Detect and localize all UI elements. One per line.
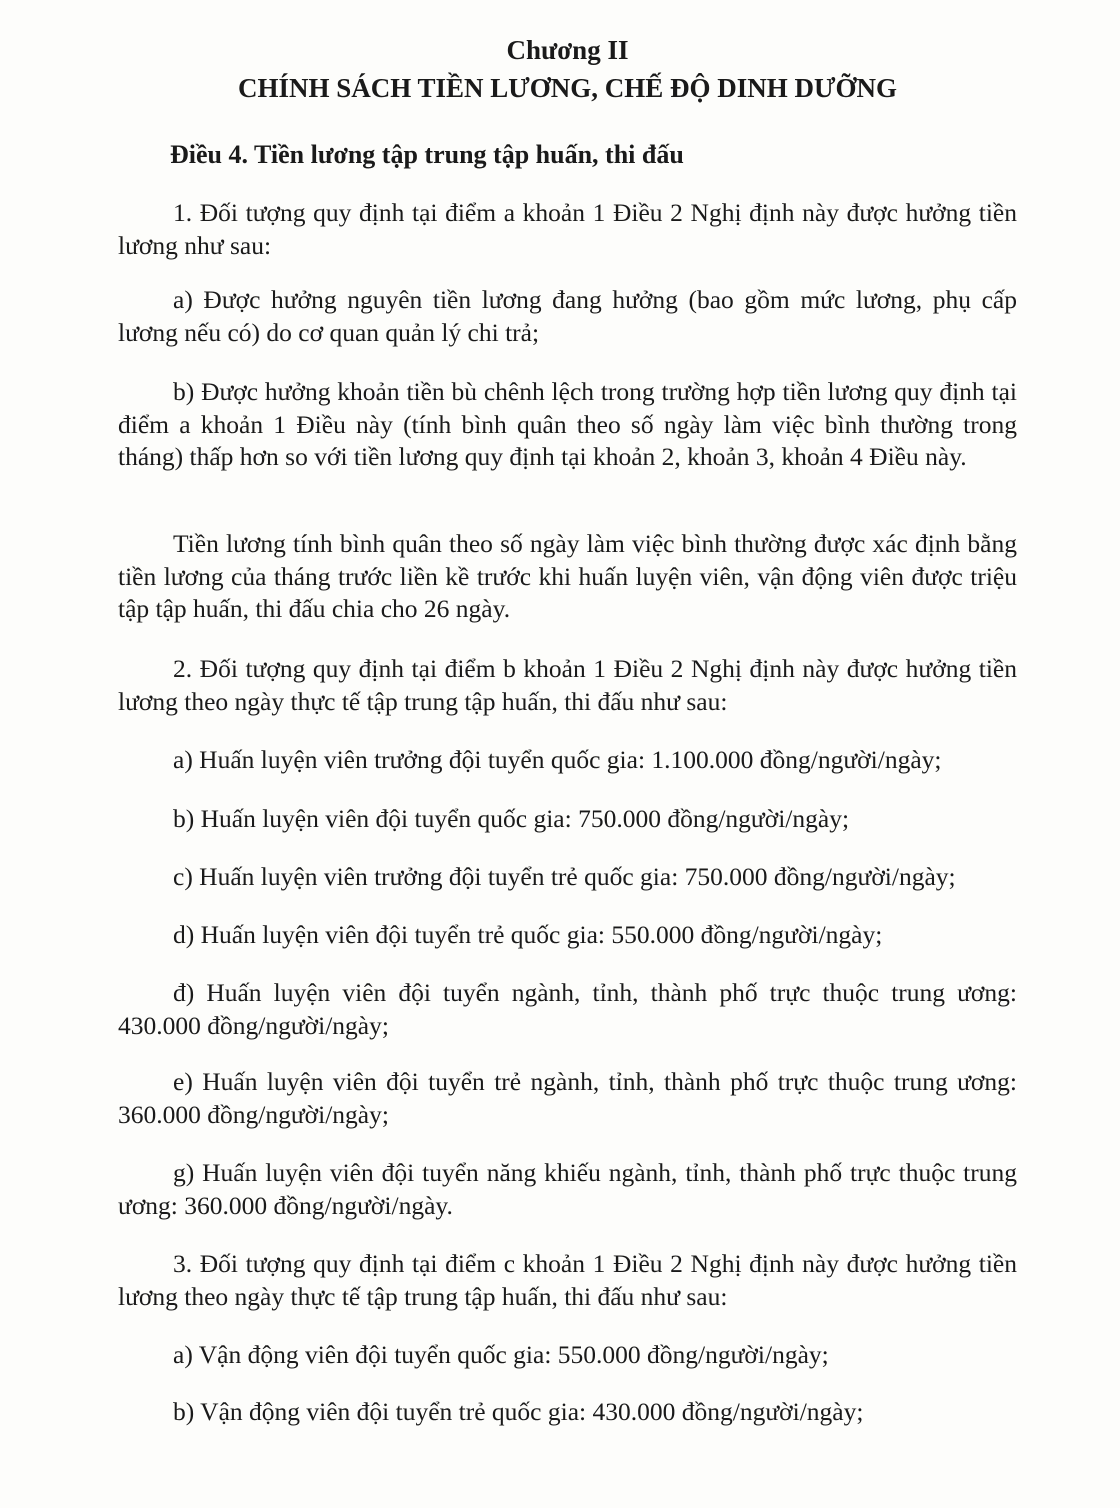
paragraph-1: 1. Đối tượng quy định tại điểm a khoản 1 Điều 2 Nghị định này được hưởng tiền lương như sau:	[118, 198, 1017, 260]
paragraph-2c: c) Huấn luyện viên trưởng đội tuyển trẻ quốc gia: 750.000 đồng/người/ngày;	[173, 862, 956, 891]
article-heading: Điều 4. Tiền lương tập trung tập huấn, thi đấu	[170, 140, 684, 169]
chapter-title: CHÍNH SÁCH TIỀN LƯƠNG, CHẾ ĐỘ DINH DƯỠNG	[237, 73, 898, 103]
chapter-number: Chương II	[506, 35, 629, 65]
paragraph-3a: a) Vận động viên đội tuyển quốc gia: 550.000 đồng/người/ngày;	[173, 1340, 829, 1369]
paragraph-2: 2. Đối tượng quy định tại điểm b khoản 1 Điều 2 Nghị định này được hưởng tiền lương theo ngày thực tế tập trung tập huấn, thi đấu như sau:	[118, 654, 1017, 716]
paragraph-2e: e) Huấn luyện viên đội tuyển trẻ ngành, tỉnh, thành phố trực thuộc trung ương: 360.000 đồng/người/ngày;	[118, 1067, 1017, 1129]
paragraph-1a: a) Được hưởng nguyên tiền lương đang hưởng (bao gồm mức lương, phụ cấp lương nếu có) do cơ quan quản lý chi trả;	[118, 285, 1017, 347]
paragraph-3: 3. Đối tượng quy định tại điểm c khoản 1 Điều 2 Nghị định này được hưởng tiền lương theo ngày thực tế tập trung tập huấn, thi đấu như sau:	[118, 1249, 1017, 1311]
paragraph-2dd: đ) Huấn luyện viên đội tuyển ngành, tỉnh, thành phố trực thuộc trung ương: 430.000 đồng/người/ngày;	[118, 978, 1017, 1040]
paragraph-average-salary: Tiền lương tính bình quân theo số ngày làm việc bình thường được xác định bằng tiền lương của tháng trước liền kề trước khi huấn luyện viên, vận động viên được triệu tập tập huấn, thi đấu chia cho 26 ngày.	[118, 529, 1017, 623]
paragraph-1b: b) Được hưởng khoản tiền bù chênh lệch trong trường hợp tiền lương quy định tại điểm a khoản 1 Điều này (tính bình quân theo số ngày làm việc bình thường trong tháng) thấp hơn so với tiền lương quy định tại khoản 2, khoản 3, khoản 4 Điều này.	[118, 377, 1017, 471]
paragraph-2d: d) Huấn luyện viên đội tuyển trẻ quốc gia: 550.000 đồng/người/ngày;	[173, 920, 883, 949]
paragraph-2a: a) Huấn luyện viên trưởng đội tuyển quốc gia: 1.100.000 đồng/người/ngày;	[173, 745, 942, 774]
paragraph-2g: g) Huấn luyện viên đội tuyển năng khiếu ngành, tỉnh, thành phố trực thuộc trung ương: 360.000 đồng/người/ngày.	[118, 1158, 1017, 1220]
paragraph-3b: b) Vận động viên đội tuyển trẻ quốc gia: 430.000 đồng/người/ngày;	[173, 1397, 864, 1426]
paragraph-2b: b) Huấn luyện viên đội tuyển quốc gia: 750.000 đồng/người/ngày;	[173, 804, 850, 833]
